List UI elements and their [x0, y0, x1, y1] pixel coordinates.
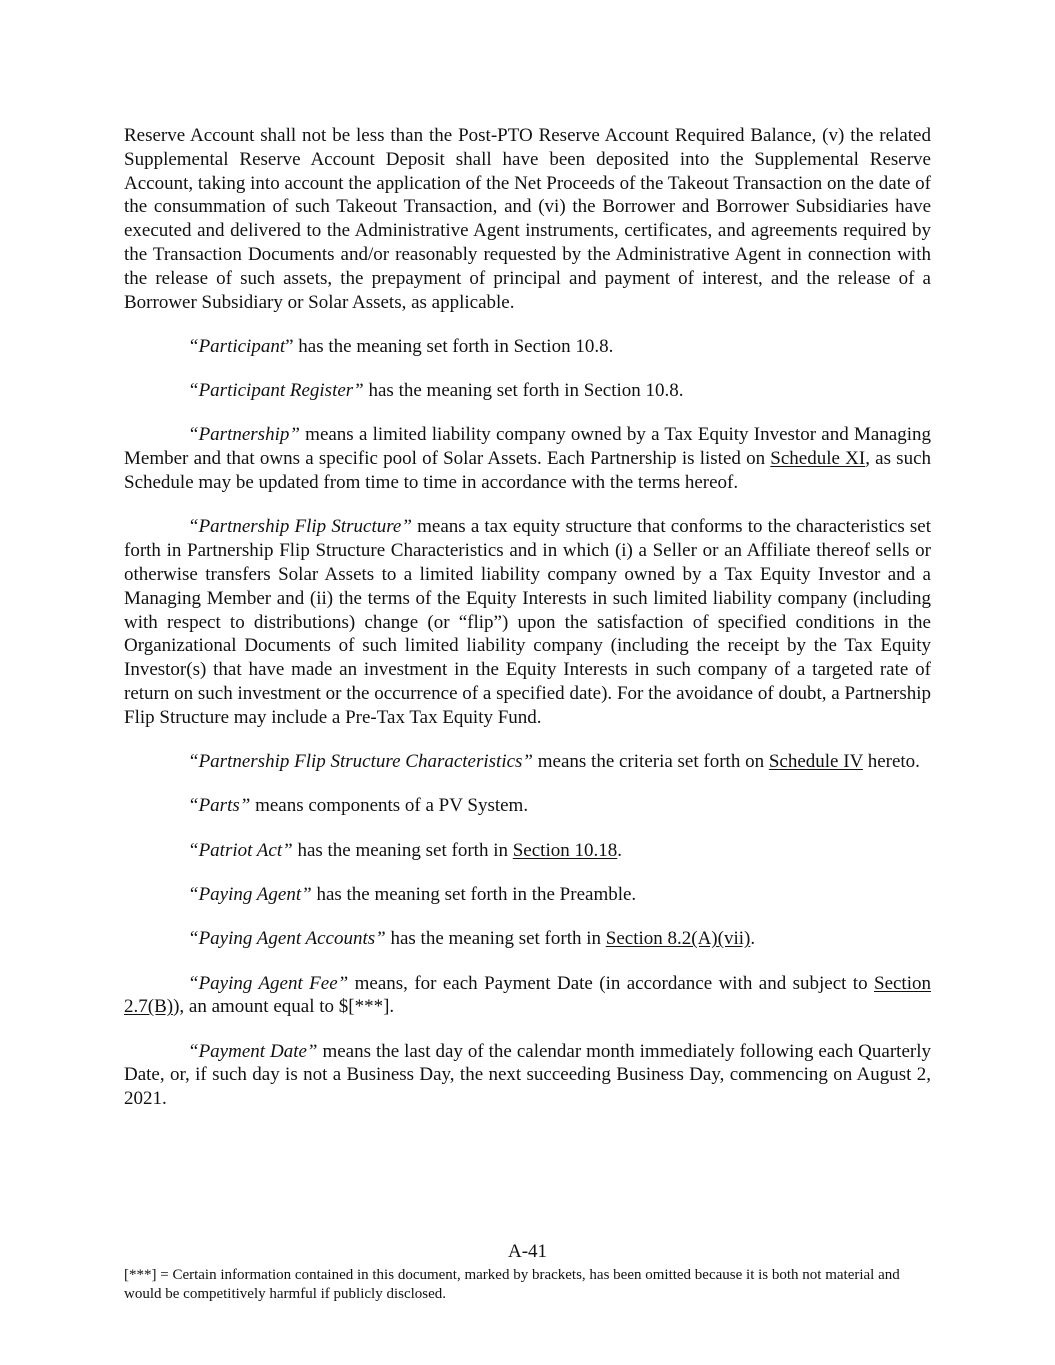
defined-term: “Paying Agent”	[188, 883, 312, 905]
definition-parts	[124, 794, 931, 818]
definition-text: means the criteria set forth on	[533, 751, 769, 773]
definition-text: ” has the meaning set forth in Section 10.8.	[285, 335, 614, 357]
defined-term: “Participant Register”	[188, 380, 364, 402]
definition-payment-date	[124, 1040, 931, 1111]
defined-term: “Payment Date”	[188, 1040, 318, 1062]
cross-reference-link[interactable]: Section 2.7(B)	[124, 972, 931, 1018]
defined-term: “Partnership Flip Structure”	[188, 516, 412, 538]
cross-reference-link[interactable]: Schedule XI	[770, 448, 866, 470]
document-body	[124, 124, 931, 1132]
definition-pfs-characteristics	[124, 750, 931, 774]
definition-text: means a tax equity structure that conforms to the characteristics set forth in Partnership Flip Structure Characteristics and in which (i) a Seller or an Affiliate thereof sells or otherwise transfers Solar Assets to a limited liability company owned by a Tax Equity Investor and a Managing Member and (ii) the terms of the Equity Interests in such limited liability company (including with respect to distributions) change (or “flip”) upon the satisfaction of specified conditions in the Organizational Documents of such limited liability company (including the receipt by the Tax Equity Investor(s) that have made an investment in the Equity Interests in such company of a targeted rate of return on such investment or the occurrence of a specified date). For the avoidance of doubt, a Partnership Flip Structure may include a Pre-Tax Tax Equity Fund.	[124, 516, 931, 728]
definition-text: means, for each Payment Date (in accordance with and subject to	[348, 972, 874, 994]
definition-text: , as such Schedule may be updated from time to time in accordance with the terms hereof.	[124, 448, 932, 494]
defined-term: “Paying Agent Accounts”	[188, 928, 386, 950]
defined-term: “Patriot Act”	[188, 839, 293, 861]
definition-text: hereto.	[862, 751, 920, 773]
definition-text: means components of a PV System.	[250, 795, 529, 817]
definition-text: .	[617, 839, 622, 861]
definition-text: means the last day of the calendar month immediately following each Quarterly Date, or, if such day is not a Business Day, the next succeeding Business Day, commencing on August 2, 2021.	[124, 1040, 931, 1110]
defined-term: “Participant	[188, 335, 286, 357]
definition-partnership	[124, 423, 931, 494]
definition-text: .	[750, 928, 756, 950]
definition-text: has the meaning set forth in	[292, 839, 513, 861]
definition-partnership-flip-structure	[124, 515, 931, 729]
continuation-paragraph: Reserve Account shall not be less than the Post-PTO Reserve Account Required Balance, (v) the related Supplemental Reserve Account Deposit shall have been deposited into the Supplemental Reserve Account, taking into account the application of the Net Proceeds of the Takeout Transaction on the date of the consummation of such Takeout Transaction, and (vi) the Borrower and Borrower Subsidiaries have executed and delivered to the Administrative Agent instruments, certificates, and agreements required by the Transaction Documents and/or reasonably requested by the Administrative Agent in connection with the release of such assets, the prepayment of principal and payment of interest, and the release of a Borrower Subsidiary or Solar Assets, as applicable.	[124, 125, 931, 313]
definition-participant-register	[124, 379, 931, 403]
cross-reference-link[interactable]: Schedule IV	[768, 751, 863, 773]
defined-term: “Partnership Flip Structure Characteristics”	[188, 751, 533, 773]
definition-text: has the meaning set forth in Section 10.8.	[363, 380, 684, 402]
defined-term: “Parts”	[188, 795, 251, 817]
definition-patriot-act	[124, 839, 931, 863]
definition-text: has the meaning set forth in	[385, 928, 606, 950]
footnote: [***] = Certain information contained in this document, marked by brackets, has been omitted because it is both not material and would be competitively harmful if publicly disclosed.	[124, 1267, 900, 1302]
cross-reference-link[interactable]: Section 10.18	[512, 839, 618, 861]
definition-paying-agent-fee	[124, 972, 931, 1020]
definition-paying-agent	[124, 883, 931, 907]
definition-text: has the meaning set forth in the Preamble.	[311, 883, 637, 905]
definition-paying-agent-accounts	[124, 927, 931, 951]
page-number: A-41	[507, 1241, 548, 1262]
definition-participant	[124, 335, 931, 359]
defined-term: “Paying Agent Fee”	[188, 972, 349, 994]
defined-term: “Partnership”	[188, 424, 300, 446]
definition-text: ), an amount equal to $[***].	[173, 996, 395, 1018]
definition-text: means a limited liability company owned by a Tax Equity Investor and Managing Member and that owns a specific pool of Solar Assets. Each Partnership is listed on	[124, 424, 931, 470]
cross-reference-link[interactable]: Section 8.2(A)(vii)	[605, 928, 751, 950]
